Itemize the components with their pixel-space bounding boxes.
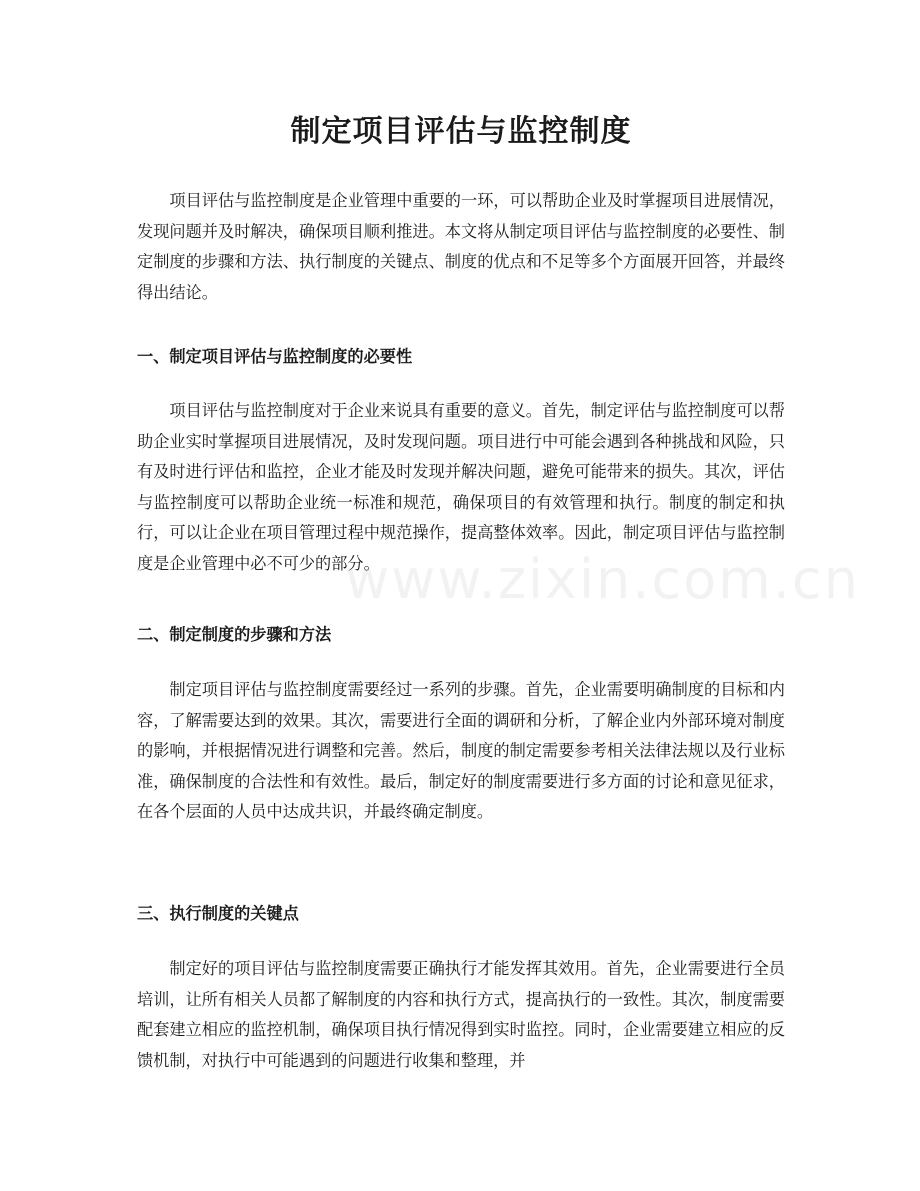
section-heading-steps: 二、制定制度的步骤和方法: [137, 625, 332, 644]
section-heading-necessity: 一、制定项目评估与监控制度的必要性: [137, 347, 413, 366]
section-body-steps: 制定项目评估与监控制度需要经过一系列的步骤。首先，企业需要明确制度的目标和内容，了解需要达到的效果。其次，需要进行全面的调研和分析，了解企业内外部环境对制度的影响，并根据情况进行调整和完善。然后，制度的制定需要参考相关法律法规以及行业标准，确保制度的合法性和有效性。最后，制定好的制度需要进行多方面的讨论和意见征求，在各个层面的人员中达成共识，并最终确定制度。: [137, 680, 785, 821]
section-body-necessity: 项目评估与监控制度对于企业来说具有重要的意义。首先，制定评估与监控制度可以帮助企业实时掌握项目进展情况，及时发现问题。项目进行中可能会遇到各种挑战和风险，只有及时进行评估和监控，企业才能及时发现并解决问题，避免可能带来的损失。其次，评估与监控制度可以帮助企业统一标准和规范，确保项目的有效管理和执行。制度的制定和执行，可以让企业在项目管理过程中规范操作，提高整体效率。因此，制定项目评估与监控制度是企业管理中必不可少的部分。: [137, 401, 785, 573]
section-body-key-points: 制定好的项目评估与监控制度需要正确执行才能发挥其效用。首先，企业需要进行全员培训，让所有相关人员都了解制度的内容和执行方式，提高执行的一致性。其次，制度需要配套建立相应的监控机制，确保项目执行情况得到实时监控。同时，企业需要建立相应的反馈机制，对执行中可能遇到的问题进行收集和整理，并: [137, 959, 785, 1070]
intro-paragraph: 项目评估与监控制度是企业管理中重要的一环，可以帮助企业及时掌握项目进展情况，发现问题并及时解决，确保项目顺利推进。本文将从制定项目评估与监控制度的必要性、制定制度的步骤和方法、执行制度的关键点、制度的优点和不足等多个方面展开回答，并最终得出结论。: [137, 191, 785, 302]
section-heading-key-points: 三、执行制度的关键点: [137, 904, 299, 923]
document-title: 制定项目评估与监控制度: [290, 114, 632, 149]
watermark-text: www.zixin.com.cn: [345, 548, 860, 611]
